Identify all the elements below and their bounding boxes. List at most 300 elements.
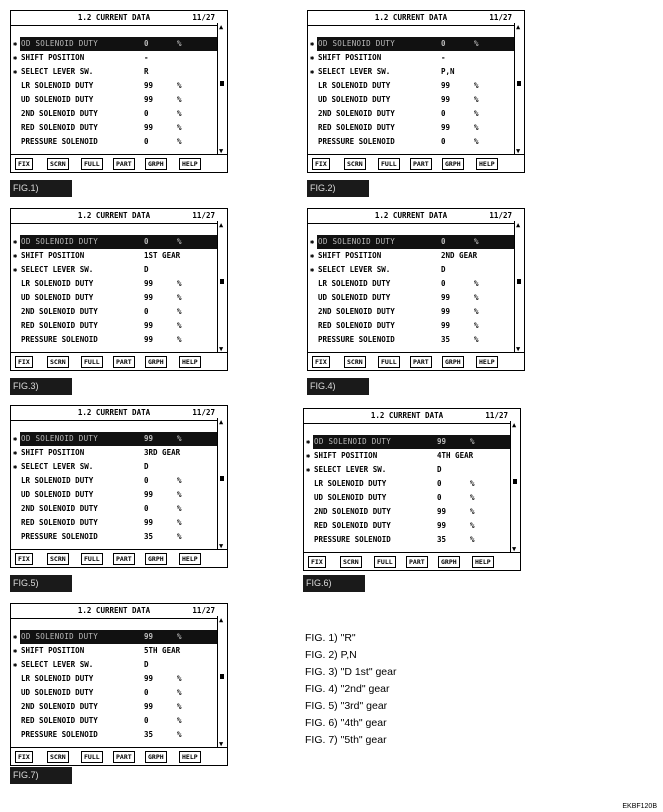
item-name: 2ND SOLENOID DUTY — [318, 307, 395, 316]
data-row[interactable] — [11, 658, 217, 672]
item-name: OD SOLENOID DUTY — [318, 237, 396, 246]
asterisk-icon: ✱ — [13, 40, 18, 48]
legend-item: FIG. 1) "R" — [305, 632, 356, 644]
data-row[interactable] — [11, 93, 217, 107]
header-divider — [11, 618, 217, 619]
item-unit: % — [177, 490, 182, 499]
item-value: 99 — [441, 95, 451, 104]
item-name: SELECT LEVER SW. — [21, 67, 94, 76]
item-name: LR SOLENOID DUTY — [21, 476, 94, 485]
fkey-part-button[interactable]: PART — [113, 356, 135, 368]
data-screen-panel — [307, 10, 525, 173]
fkey-full-button[interactable]: FULL — [378, 356, 400, 368]
legend-item: FIG. 3) "D 1st" gear — [305, 666, 397, 678]
item-value: 99 — [144, 293, 154, 302]
scrollbar[interactable] — [514, 221, 524, 353]
page-indicator: 11/27 — [485, 411, 508, 420]
item-value: 35 — [437, 535, 447, 544]
up-arrow-icon[interactable]: ▲ — [516, 23, 521, 31]
scroll-thumb[interactable] — [220, 279, 224, 284]
item-value: 0 — [441, 39, 446, 48]
fkey-full-button[interactable]: FULL — [81, 356, 103, 368]
item-value: D — [437, 465, 442, 474]
item-value: 0 — [441, 279, 446, 288]
down-arrow-icon[interactable]: ▼ — [219, 345, 224, 353]
item-value: 35 — [441, 335, 451, 344]
item-name: UD SOLENOID DUTY — [318, 293, 391, 302]
item-unit: % — [177, 532, 182, 541]
screen-header — [304, 411, 510, 423]
data-row[interactable] — [11, 305, 217, 319]
item-unit: % — [177, 730, 182, 739]
data-row[interactable] — [308, 319, 514, 333]
asterisk-icon: ✱ — [306, 466, 311, 474]
data-row[interactable] — [11, 502, 217, 516]
fkey-fix-button[interactable]: FIX — [15, 356, 33, 368]
item-name: UD SOLENOID DUTY — [318, 95, 391, 104]
header-divider — [308, 25, 514, 26]
data-row[interactable] — [308, 107, 514, 121]
asterisk-icon: ✱ — [310, 252, 315, 260]
data-row[interactable] — [304, 463, 510, 477]
scroll-thumb[interactable] — [513, 479, 517, 484]
data-row[interactable] — [11, 644, 217, 658]
item-name: 2ND SOLENOID DUTY — [318, 109, 395, 118]
fkey-part-button[interactable]: PART — [113, 751, 135, 763]
fkey-fix-button[interactable]: FIX — [15, 158, 33, 170]
item-name: PRESSURE SOLENOID — [21, 137, 98, 146]
data-row[interactable] — [304, 533, 510, 547]
data-row[interactable] — [11, 700, 217, 714]
down-arrow-icon[interactable]: ▼ — [516, 345, 521, 353]
item-value: 0 — [437, 479, 442, 488]
item-value: D — [441, 265, 446, 274]
scrollbar[interactable] — [217, 221, 227, 353]
data-row[interactable] — [308, 65, 514, 79]
item-unit: % — [177, 632, 182, 641]
item-value: 99 — [144, 123, 154, 132]
item-value: 0 — [144, 504, 149, 513]
asterisk-icon: ✱ — [13, 661, 18, 669]
item-name: UD SOLENOID DUTY — [314, 493, 387, 502]
fkey-part-button[interactable]: PART — [410, 158, 432, 170]
item-unit: % — [474, 95, 479, 104]
item-name: LR SOLENOID DUTY — [21, 81, 94, 90]
item-unit: % — [474, 279, 479, 288]
item-value: P,N — [441, 67, 455, 76]
scrollbar[interactable] — [217, 616, 227, 748]
legend-item: FIG. 4) "2nd" gear — [305, 683, 390, 695]
data-row[interactable] — [11, 728, 217, 742]
item-value: R — [144, 67, 149, 76]
fkey-fix-button[interactable]: FIX — [312, 158, 330, 170]
selected-data-row[interactable] — [13, 37, 217, 51]
item-unit: % — [474, 335, 479, 344]
figure-tag: FIG.5) — [10, 575, 72, 592]
item-unit: % — [470, 479, 475, 488]
header-divider — [11, 420, 217, 421]
item-value: 99 — [144, 632, 154, 641]
up-arrow-icon[interactable]: ▲ — [219, 616, 224, 624]
down-arrow-icon[interactable]: ▼ — [516, 147, 521, 155]
fkey-fix-button[interactable]: FIX — [312, 356, 330, 368]
item-unit: % — [474, 321, 479, 330]
data-row[interactable] — [11, 121, 217, 135]
data-row[interactable] — [304, 491, 510, 505]
data-row[interactable] — [308, 135, 514, 149]
data-screen-panel — [303, 408, 521, 571]
up-arrow-icon[interactable]: ▲ — [516, 221, 521, 229]
fkey-fix-button[interactable]: FIX — [15, 553, 33, 565]
screen-title: 1.2 CURRENT DATA — [77, 606, 151, 615]
up-arrow-icon[interactable]: ▲ — [219, 418, 224, 426]
data-row[interactable] — [304, 505, 510, 519]
fkey-help-button[interactable]: HELP — [179, 356, 201, 368]
item-unit: % — [177, 688, 182, 697]
item-name: OD SOLENOID DUTY — [21, 237, 99, 246]
data-row[interactable] — [11, 263, 217, 277]
item-unit: % — [177, 674, 182, 683]
data-row[interactable] — [308, 333, 514, 347]
item-name: PRESSURE SOLENOID — [21, 532, 98, 541]
scroll-thumb[interactable] — [220, 674, 224, 679]
item-unit: % — [177, 137, 182, 146]
data-row[interactable] — [11, 460, 217, 474]
item-name: PRESSURE SOLENOID — [21, 335, 98, 344]
item-unit: % — [177, 335, 182, 344]
item-name: LR SOLENOID DUTY — [318, 279, 391, 288]
item-unit: % — [177, 702, 182, 711]
selected-data-row[interactable] — [306, 435, 510, 449]
up-arrow-icon[interactable]: ▲ — [219, 23, 224, 31]
item-name: RED SOLENOID DUTY — [318, 321, 395, 330]
fkey-part-button[interactable]: PART — [113, 553, 135, 565]
data-list — [308, 235, 514, 347]
data-screen-panel — [10, 10, 228, 173]
data-row[interactable] — [304, 477, 510, 491]
item-unit: % — [177, 81, 182, 90]
data-row[interactable] — [11, 474, 217, 488]
item-unit: % — [474, 123, 479, 132]
asterisk-icon: ✱ — [13, 435, 18, 443]
header-divider — [304, 423, 510, 424]
data-row[interactable] — [11, 686, 217, 700]
item-name: SELECT LEVER SW. — [21, 265, 94, 274]
item-unit: % — [470, 521, 475, 530]
item-name: 2ND SOLENOID DUTY — [21, 702, 98, 711]
data-list — [11, 235, 217, 347]
item-value: 0 — [144, 39, 149, 48]
fkey-part-button[interactable]: PART — [113, 158, 135, 170]
item-value: 0 — [144, 137, 149, 146]
item-unit: % — [177, 95, 182, 104]
data-row[interactable] — [11, 672, 217, 686]
fkey-full-button[interactable]: FULL — [81, 158, 103, 170]
scroll-thumb[interactable] — [220, 476, 224, 481]
item-value: - — [144, 53, 149, 62]
item-unit: % — [474, 137, 479, 146]
item-value: 99 — [144, 702, 154, 711]
item-name: 2ND SOLENOID DUTY — [21, 109, 98, 118]
asterisk-icon: ✱ — [13, 54, 18, 62]
asterisk-icon: ✱ — [13, 266, 18, 274]
function-key-bar — [308, 352, 524, 370]
item-name: SHIFT POSITION — [318, 251, 382, 260]
function-key-bar — [11, 352, 227, 370]
data-row[interactable] — [11, 107, 217, 121]
item-value: 99 — [437, 521, 447, 530]
fkey-scrn-button[interactable]: SCRN — [344, 356, 366, 368]
screen-title: 1.2 CURRENT DATA — [77, 211, 151, 220]
asterisk-icon: ✱ — [310, 54, 315, 62]
header-divider — [11, 223, 217, 224]
item-unit: % — [177, 109, 182, 118]
data-list — [308, 37, 514, 149]
data-row[interactable] — [308, 305, 514, 319]
selected-data-row[interactable] — [13, 432, 217, 446]
fkey-full-button[interactable]: FULL — [378, 158, 400, 170]
data-row[interactable] — [11, 446, 217, 460]
item-value: 99 — [144, 335, 154, 344]
screen-header — [11, 13, 217, 25]
item-value: D — [144, 462, 149, 471]
item-name: SELECT LEVER SW. — [21, 660, 94, 669]
data-row[interactable] — [304, 449, 510, 463]
asterisk-icon: ✱ — [13, 252, 18, 260]
screen-header — [11, 408, 217, 420]
screen-header — [308, 211, 514, 223]
fkey-fix-button[interactable]: FIX — [308, 556, 326, 568]
item-value: 0 — [144, 688, 149, 697]
scrollbar[interactable] — [514, 23, 524, 155]
item-unit: % — [470, 535, 475, 544]
data-row[interactable] — [11, 79, 217, 93]
item-unit: % — [177, 518, 182, 527]
item-name: UD SOLENOID DUTY — [21, 490, 94, 499]
fkey-grph-button[interactable]: GRPH — [442, 158, 464, 170]
data-screen-panel — [10, 405, 228, 568]
scroll-thumb[interactable] — [517, 279, 521, 284]
fkey-part-button[interactable]: PART — [406, 556, 428, 568]
item-value: 99 — [144, 95, 154, 104]
item-value: 0 — [437, 493, 442, 502]
data-screen-panel — [307, 208, 525, 371]
figure-tag: FIG.6) — [303, 575, 365, 592]
figure-legend — [305, 630, 396, 749]
fkey-scrn-button[interactable]: SCRN — [340, 556, 362, 568]
screen-title: 1.2 CURRENT DATA — [374, 13, 448, 22]
selected-data-row[interactable] — [310, 235, 514, 249]
scrollbar[interactable] — [510, 421, 520, 553]
item-unit: % — [177, 321, 182, 330]
item-name: 2ND SOLENOID DUTY — [21, 307, 98, 316]
fkey-part-button[interactable]: PART — [410, 356, 432, 368]
data-row[interactable] — [308, 79, 514, 93]
asterisk-icon: ✱ — [13, 647, 18, 655]
item-name: LR SOLENOID DUTY — [314, 479, 387, 488]
item-name: SHIFT POSITION — [21, 448, 85, 457]
data-row[interactable] — [308, 291, 514, 305]
data-row[interactable] — [11, 277, 217, 291]
item-value: 99 — [437, 437, 447, 446]
header-divider — [11, 25, 217, 26]
item-name: PRESSURE SOLENOID — [314, 535, 391, 544]
item-name: SELECT LEVER SW. — [318, 265, 391, 274]
item-name: RED SOLENOID DUTY — [318, 123, 395, 132]
data-row[interactable] — [11, 714, 217, 728]
function-key-bar — [11, 154, 227, 172]
item-unit: % — [177, 237, 182, 246]
item-value: 99 — [144, 81, 154, 90]
item-name: RED SOLENOID DUTY — [21, 321, 98, 330]
item-unit: % — [470, 507, 475, 516]
data-row[interactable] — [308, 121, 514, 135]
page-indicator: 11/27 — [192, 408, 215, 417]
item-name: SELECT LEVER SW. — [21, 462, 94, 471]
item-value: 0 — [144, 109, 149, 118]
fkey-help-button[interactable]: HELP — [179, 158, 201, 170]
fkey-scrn-button[interactable]: SCRN — [47, 553, 69, 565]
data-row[interactable] — [308, 249, 514, 263]
item-name: UD SOLENOID DUTY — [21, 688, 94, 697]
item-value: 99 — [144, 518, 154, 527]
data-row[interactable] — [11, 65, 217, 79]
item-name: UD SOLENOID DUTY — [21, 95, 94, 104]
asterisk-icon: ✱ — [310, 68, 315, 76]
item-name: LR SOLENOID DUTY — [21, 674, 94, 683]
fkey-grph-button[interactable]: GRPH — [438, 556, 460, 568]
function-key-bar — [304, 552, 520, 570]
data-row[interactable] — [308, 93, 514, 107]
data-row[interactable] — [11, 291, 217, 305]
fkey-grph-button[interactable]: GRPH — [145, 553, 167, 565]
fkey-full-button[interactable]: FULL — [374, 556, 396, 568]
item-name: 2ND SOLENOID DUTY — [314, 507, 391, 516]
item-name: RED SOLENOID DUTY — [21, 518, 98, 527]
selected-data-row[interactable] — [13, 235, 217, 249]
data-row[interactable] — [11, 249, 217, 263]
header-divider — [308, 223, 514, 224]
fkey-help-button[interactable]: HELP — [179, 553, 201, 565]
asterisk-icon: ✱ — [13, 463, 18, 471]
figure-code: EKBF120B — [622, 803, 657, 810]
data-row[interactable] — [11, 51, 217, 65]
item-name: SHIFT POSITION — [318, 53, 382, 62]
fkey-full-button[interactable]: FULL — [81, 553, 103, 565]
fkey-scrn-button[interactable]: SCRN — [344, 158, 366, 170]
figure-tag: FIG.4) — [307, 378, 369, 395]
item-name: UD SOLENOID DUTY — [21, 293, 94, 302]
up-arrow-icon[interactable]: ▲ — [512, 421, 517, 429]
fkey-help-button[interactable]: HELP — [472, 556, 494, 568]
page-indicator: 11/27 — [192, 606, 215, 615]
data-row[interactable] — [11, 516, 217, 530]
fkey-grph-button[interactable]: GRPH — [145, 751, 167, 763]
item-name: RED SOLENOID DUTY — [21, 716, 98, 725]
data-row[interactable] — [308, 51, 514, 65]
item-unit: % — [177, 307, 182, 316]
fkey-help-button[interactable]: HELP — [476, 356, 498, 368]
page-indicator: 11/27 — [192, 13, 215, 22]
fkey-scrn-button[interactable]: SCRN — [47, 158, 69, 170]
item-value: D — [144, 660, 149, 669]
item-name: SHIFT POSITION — [314, 451, 378, 460]
item-name: SELECT LEVER SW. — [314, 465, 387, 474]
item-unit: % — [177, 716, 182, 725]
fkey-full-button[interactable]: FULL — [81, 751, 103, 763]
figure-tag: FIG.3) — [10, 378, 72, 395]
asterisk-icon: ✱ — [306, 438, 311, 446]
item-value: 99 — [441, 81, 451, 90]
up-arrow-icon[interactable]: ▲ — [219, 221, 224, 229]
data-row[interactable] — [11, 530, 217, 544]
data-row[interactable] — [11, 319, 217, 333]
down-arrow-icon[interactable]: ▼ — [512, 545, 517, 553]
fkey-help-button[interactable]: HELP — [476, 158, 498, 170]
selected-data-row[interactable] — [310, 37, 514, 51]
screen-title: 1.2 CURRENT DATA — [374, 211, 448, 220]
data-row[interactable] — [304, 519, 510, 533]
item-value: 35 — [144, 730, 154, 739]
data-list — [11, 630, 217, 742]
item-unit: % — [474, 39, 479, 48]
item-unit: % — [474, 237, 479, 246]
scrollbar[interactable] — [217, 23, 227, 155]
data-row[interactable] — [308, 263, 514, 277]
item-unit: % — [470, 493, 475, 502]
fkey-grph-button[interactable]: GRPH — [145, 356, 167, 368]
data-row[interactable] — [11, 333, 217, 347]
scroll-thumb[interactable] — [220, 81, 224, 86]
item-value: 99 — [441, 307, 451, 316]
item-name: SELECT LEVER SW. — [318, 67, 391, 76]
down-arrow-icon[interactable]: ▼ — [219, 542, 224, 550]
selected-data-row[interactable] — [13, 630, 217, 644]
item-value: 0 — [144, 237, 149, 246]
fkey-grph-button[interactable]: GRPH — [442, 356, 464, 368]
fkey-scrn-button[interactable]: SCRN — [47, 751, 69, 763]
item-value: - — [441, 53, 446, 62]
data-row[interactable] — [11, 488, 217, 502]
fkey-fix-button[interactable]: FIX — [15, 751, 33, 763]
scrollbar[interactable] — [217, 418, 227, 550]
data-row[interactable] — [308, 277, 514, 291]
item-unit: % — [177, 39, 182, 48]
data-screen-panel — [10, 603, 228, 766]
item-name: RED SOLENOID DUTY — [314, 521, 391, 530]
screen-title: 1.2 CURRENT DATA — [77, 13, 151, 22]
down-arrow-icon[interactable]: ▼ — [219, 147, 224, 155]
item-value: 4TH GEAR — [437, 451, 474, 460]
item-unit: % — [474, 81, 479, 90]
fkey-grph-button[interactable]: GRPH — [145, 158, 167, 170]
fkey-help-button[interactable]: HELP — [179, 751, 201, 763]
asterisk-icon: ✱ — [310, 266, 315, 274]
item-value: 1ST GEAR — [144, 251, 181, 260]
item-unit: % — [177, 476, 182, 485]
screen-title: 1.2 CURRENT DATA — [77, 408, 151, 417]
fkey-scrn-button[interactable]: SCRN — [47, 356, 69, 368]
data-row[interactable] — [11, 135, 217, 149]
item-name: LR SOLENOID DUTY — [21, 279, 94, 288]
screen-title: 1.2 CURRENT DATA — [370, 411, 444, 420]
asterisk-icon: ✱ — [310, 238, 315, 246]
item-value: 0 — [441, 109, 446, 118]
scroll-thumb[interactable] — [517, 81, 521, 86]
item-name: OD SOLENOID DUTY — [314, 437, 392, 446]
down-arrow-icon[interactable]: ▼ — [219, 740, 224, 748]
item-value: 99 — [144, 279, 154, 288]
